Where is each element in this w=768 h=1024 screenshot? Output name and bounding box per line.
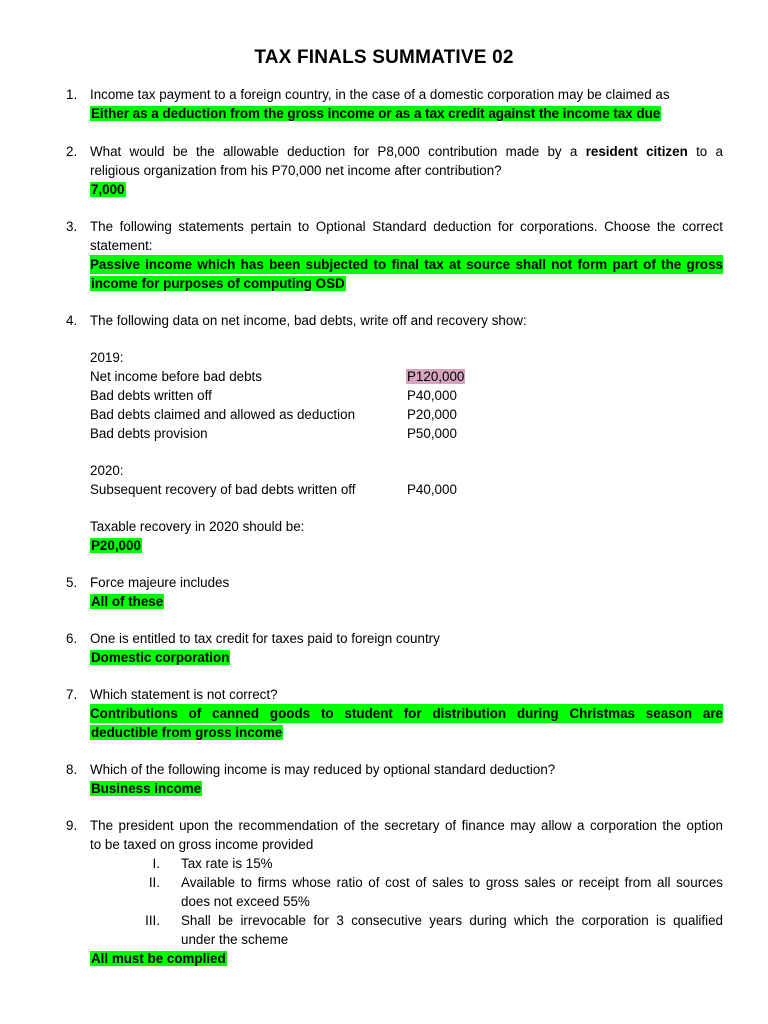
question-5-answer: All of these: [91, 594, 164, 609]
data-row-value: P20,000: [407, 407, 457, 422]
data-row-label: Bad debts claimed and allowed as deduction: [90, 407, 356, 422]
question-number: 6.: [66, 631, 78, 646]
question-9-answer: All must be complied: [91, 951, 226, 966]
data-row-value: P40,000: [407, 482, 457, 497]
question-7-text: Which statement is not correct?: [90, 687, 278, 702]
question-number: 1.: [66, 87, 78, 102]
data-row-value: P40,000: [407, 388, 457, 403]
condition-item: Tax rate is 15%: [181, 856, 273, 871]
question-1-text: Income tax payment to a foreign country, in the case of a domestic corporation may be claimed as: [90, 87, 670, 102]
roman-numeral: III.: [145, 913, 160, 928]
year-label: 2020:: [90, 463, 124, 478]
condition-item: Available to firms whose ratio of cost of sales to gross sales or receipt from all sources: [181, 875, 723, 890]
question-number: 5.: [66, 575, 78, 590]
question-2-line2: religious organization from his P70,000 net income after contribution?: [90, 163, 502, 178]
question-number: 7.: [66, 687, 78, 702]
question-3-line2: statement:: [90, 238, 153, 253]
condition-item: Shall be irrevocable for 3 consecutive years during which the corporation is qualified: [181, 913, 723, 928]
question-8-text: Which of the following income is may reduced by optional standard deduction?: [90, 762, 556, 777]
question-number: 9.: [66, 818, 78, 833]
question-number: 4.: [66, 313, 78, 328]
question-number: 2.: [66, 144, 78, 159]
roman-numeral: II.: [148, 875, 160, 890]
question-8-answer: Business income: [91, 781, 202, 796]
data-row-label: Net income before bad debts: [90, 369, 262, 384]
question-4-answer: P20,000: [91, 538, 141, 553]
question-1-answer: Either as a deduction from the gross income or as a tax credit against the income tax due: [91, 106, 661, 121]
bold-term: resident citizen: [585, 144, 688, 159]
question-7-answer-line2: deductible from gross income: [91, 725, 283, 740]
data-row-label: Bad debts provision: [90, 426, 208, 441]
condition-item-cont: under the scheme: [181, 932, 289, 947]
question-3-answer-line2: income for purposes of computing OSD: [91, 276, 345, 291]
data-row-label: Subsequent recovery of bad debts written off: [90, 482, 356, 497]
question-3-line1: The following statements pertain to Optional Standard deduction for corporations. Choose the correct: [90, 219, 723, 234]
question-9-line1: The president upon the recommendation of the secretary of finance may allow a corporation the option: [90, 818, 723, 833]
question-2-answer: 7,000: [91, 182, 125, 197]
question-6-answer: Domestic corporation: [91, 650, 230, 665]
data-row-value: P50,000: [407, 426, 457, 441]
question-4-text: The following data on net income, bad debts, write off and recovery show:: [90, 313, 527, 328]
question-number: 8.: [66, 762, 78, 777]
data-row-label: Bad debts written off: [90, 388, 212, 403]
question-9-line2: to be taxed on gross income provided: [90, 837, 314, 852]
page-title: TAX FINALS SUMMATIVE 02: [254, 47, 514, 68]
question-3-answer-line1: Passive income which has been subjected to final tax at source shall not form part of the gross: [90, 257, 723, 272]
data-row-value: P120,000: [407, 369, 465, 384]
year-label: 2019:: [90, 350, 124, 365]
question-2-line1: What would be the allowable deduction for P8,000 contribution made by a resident citizen to a: [90, 144, 723, 159]
condition-item-cont: does not exceed 55%: [181, 894, 310, 909]
question-number: 3.: [66, 219, 78, 234]
question-4-prompt: Taxable recovery in 2020 should be:: [90, 519, 305, 534]
question-7-answer-line1: Contributions of canned goods to student for distribution during Christmas season are: [90, 706, 723, 721]
question-6-text: One is entitled to tax credit for taxes paid to foreign country: [90, 631, 440, 646]
roman-numeral: I.: [152, 856, 160, 871]
question-5-text: Force majeure includes: [90, 575, 230, 590]
